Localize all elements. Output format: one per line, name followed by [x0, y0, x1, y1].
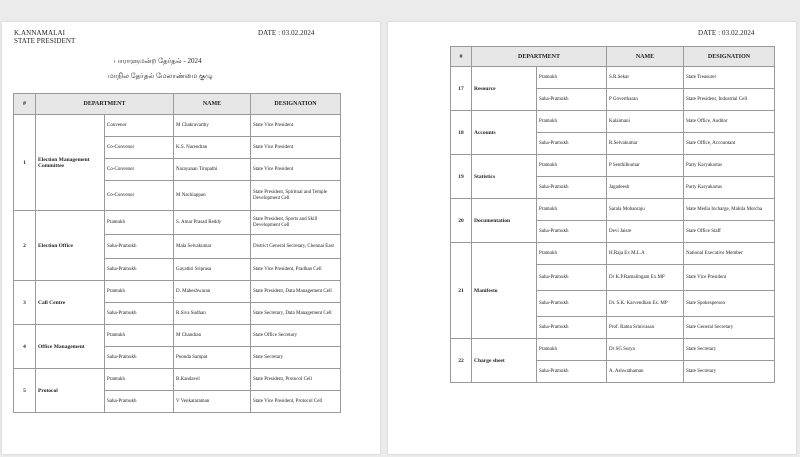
table-header-row [14, 94, 341, 115]
department-name: Charge sheet [472, 339, 537, 383]
cell-designation: State Vice President, Pradhan Cell [251, 259, 341, 281]
department-name: Protocol [36, 369, 105, 413]
col-header-name: NAME [607, 47, 684, 67]
cell-name: Mala Selvakumar [174, 235, 251, 259]
cell-role: Pramukh [105, 281, 174, 303]
table-row [14, 325, 341, 347]
cell-name: V Venkataraman [174, 391, 251, 413]
cell-name: Narayanan Tirupathi [174, 159, 251, 181]
table-row [451, 243, 775, 265]
cell-role: Pramukh [537, 155, 607, 177]
cell-designation: State General Secretary [684, 317, 775, 339]
group-number: 22 [451, 339, 472, 383]
cell-role: Saha-Pramukh [537, 317, 607, 339]
cell-role: Pramukh [537, 67, 607, 89]
document-title: பாராளுமன்ற தேர்தல் - 2024 [114, 57, 202, 65]
cell-role: Pramukh [105, 211, 174, 235]
cell-designation: State Vice President [251, 115, 341, 137]
group-number: 5 [14, 369, 36, 413]
group-number: 21 [451, 243, 472, 339]
table-row [14, 369, 341, 391]
cell-role: Co-Convenor [105, 181, 174, 211]
cell-role: Saha-Pramukh [537, 291, 607, 317]
cell-designation: State Secretary [251, 347, 341, 369]
cell-name: Prof. Rama Srinivasan [607, 317, 684, 339]
cell-role: Saha-Pramukh [537, 177, 607, 199]
department-name: Documentation [472, 199, 537, 243]
page-date: DATE : 03.02.2024 [258, 29, 315, 37]
department-name: Election Management Committee [36, 115, 105, 211]
cell-name: Sarala Mohanraju [607, 199, 684, 221]
cell-name: R.Siva Sudhan [174, 303, 251, 325]
group-number: 19 [451, 155, 472, 199]
cell-role: Saha-Pramukh [105, 235, 174, 259]
cell-role: Saha-Pramukh [105, 303, 174, 325]
cell-name: Dr. S.K. Karvendhan Ex. MP [607, 291, 684, 317]
group-number: 1 [14, 115, 36, 211]
cell-role: Saha-Pramukh [537, 89, 607, 111]
cell-name: P Govertharan [607, 89, 684, 111]
department-name: Resource [472, 67, 537, 111]
cell-name: R.Selvakumar [607, 133, 684, 155]
document-page-left [2, 22, 380, 454]
author-title: STATE PRESIDENT [14, 37, 76, 45]
cell-designation: Party Karyakartas [684, 177, 775, 199]
cell-role: Co-Convenor [105, 159, 174, 181]
table-row [451, 339, 775, 361]
cell-designation: State Office Staff [684, 221, 775, 243]
cell-role: Saha-Pramukh [105, 391, 174, 413]
cell-designation: State Office Secretary [251, 325, 341, 347]
cell-name: M Nachiappan [174, 181, 251, 211]
table-row [14, 115, 341, 137]
cell-role: Saha-Pramukh [105, 259, 174, 281]
cell-name: Dr SG Surya [607, 339, 684, 361]
cell-designation: State Office, Auditor [684, 111, 775, 133]
cell-designation: State Secretary, Data Management Cell [251, 303, 341, 325]
cell-name: D. Maheshwaran [174, 281, 251, 303]
cell-name: Gayathri Sriprasa [174, 259, 251, 281]
table-row [14, 281, 341, 303]
cell-role: Saha-Pramukh [537, 361, 607, 383]
cell-name: S.R.Sekar [607, 67, 684, 89]
cell-role: Saha-Pramukh [537, 221, 607, 243]
col-header-department: DEPARTMENT [36, 94, 174, 115]
cell-designation: National Executive Member [684, 243, 775, 265]
group-number: 17 [451, 67, 472, 111]
col-header-number: # [451, 47, 472, 67]
cell-designation: State President, Spiritual and Temple Development Cell [251, 181, 341, 211]
cell-designation: District General Secretary, Chennai East [251, 235, 341, 259]
cell-name: K.S. Narendran [174, 137, 251, 159]
cell-designation: State Vice President, Protocol Cell [251, 391, 341, 413]
cell-role: Pramukh [537, 339, 607, 361]
cell-name: Jagadeesh [607, 177, 684, 199]
cell-designation: State Vice President [684, 265, 775, 291]
col-header-department: DEPARTMENT [472, 47, 607, 67]
document-subtitle: மாநில தேர்தல் மேலாண்மை குழு [108, 72, 213, 80]
cell-designation: State President, Industrial Cell [684, 89, 775, 111]
department-name: Manifesto [472, 243, 537, 339]
cell-designation: State Secretary [684, 361, 775, 383]
cell-designation: State Vice President [251, 159, 341, 181]
col-header-number: # [14, 94, 36, 115]
cell-designation: State President, Sports and Skill Development Cell [251, 211, 341, 235]
table-header-row [451, 47, 775, 67]
cell-role: Saha-Pramukh [537, 133, 607, 155]
cell-role: Pramukh [537, 111, 607, 133]
cell-designation: State Media Incharge, Mahila Morcha [684, 199, 775, 221]
cell-designation: State Vice President [251, 137, 341, 159]
group-number: 20 [451, 199, 472, 243]
cell-role: Co-Convenor [105, 137, 174, 159]
cell-role: Saha-Pramukh [105, 347, 174, 369]
table-row [451, 111, 775, 133]
author-name: K.ANNAMALAI [14, 29, 66, 37]
cell-role: Pramukh [537, 199, 607, 221]
group-number: 3 [14, 281, 36, 325]
page-date: DATE : 03.02.2024 [698, 29, 755, 37]
cell-role: Saha-Pramukh [537, 265, 607, 291]
department-name: Office Management [36, 325, 105, 369]
cell-name: M Chakravarthy [174, 115, 251, 137]
cell-role: Convenor [105, 115, 174, 137]
cell-role: Pramukh [105, 369, 174, 391]
cell-designation: State President, Protocol Cell [251, 369, 341, 391]
table-row [451, 199, 775, 221]
cell-designation: State Secretary [684, 339, 775, 361]
table-row [451, 67, 775, 89]
cell-designation: State Office, Accountant [684, 133, 775, 155]
table-row [14, 211, 341, 235]
cell-name: H.Raja Ex M.L.A [607, 243, 684, 265]
col-header-name: NAME [174, 94, 251, 115]
cell-role: Pramukh [105, 325, 174, 347]
cell-name: S. Amar Prasad Reddy [174, 211, 251, 235]
department-name: Accounts [472, 111, 537, 155]
col-header-designation: DESIGNATION [251, 94, 341, 115]
department-name: Election Office [36, 211, 105, 281]
cell-name: M Chandran [174, 325, 251, 347]
cell-name: P Senthilkumar [607, 155, 684, 177]
cell-designation: State Treasurer [684, 67, 775, 89]
cell-name: Poonda Sampat [174, 347, 251, 369]
cell-designation: State President, Data Management Cell [251, 281, 341, 303]
col-header-designation: DESIGNATION [684, 47, 775, 67]
department-name: Statistics [472, 155, 537, 199]
cell-name: B.Kandavel [174, 369, 251, 391]
document-page-right [388, 22, 796, 454]
group-number: 4 [14, 325, 36, 369]
table-row [451, 155, 775, 177]
cell-designation: State Spokesperson [684, 291, 775, 317]
department-name: Call Centre [36, 281, 105, 325]
cell-name: Dr K.P.Ramalingam Ex.MP [607, 265, 684, 291]
author-block [14, 29, 75, 45]
committee-table-left [13, 93, 341, 413]
cell-designation: Party Karyakartas [684, 155, 775, 177]
cell-name: Kalaimani [607, 111, 684, 133]
cell-role: Pramukh [537, 243, 607, 265]
committee-table-right [450, 46, 775, 383]
cell-name: Devi Jaisre [607, 221, 684, 243]
group-number: 2 [14, 211, 36, 281]
cell-name: A. Ashwathaman [607, 361, 684, 383]
group-number: 18 [451, 111, 472, 155]
